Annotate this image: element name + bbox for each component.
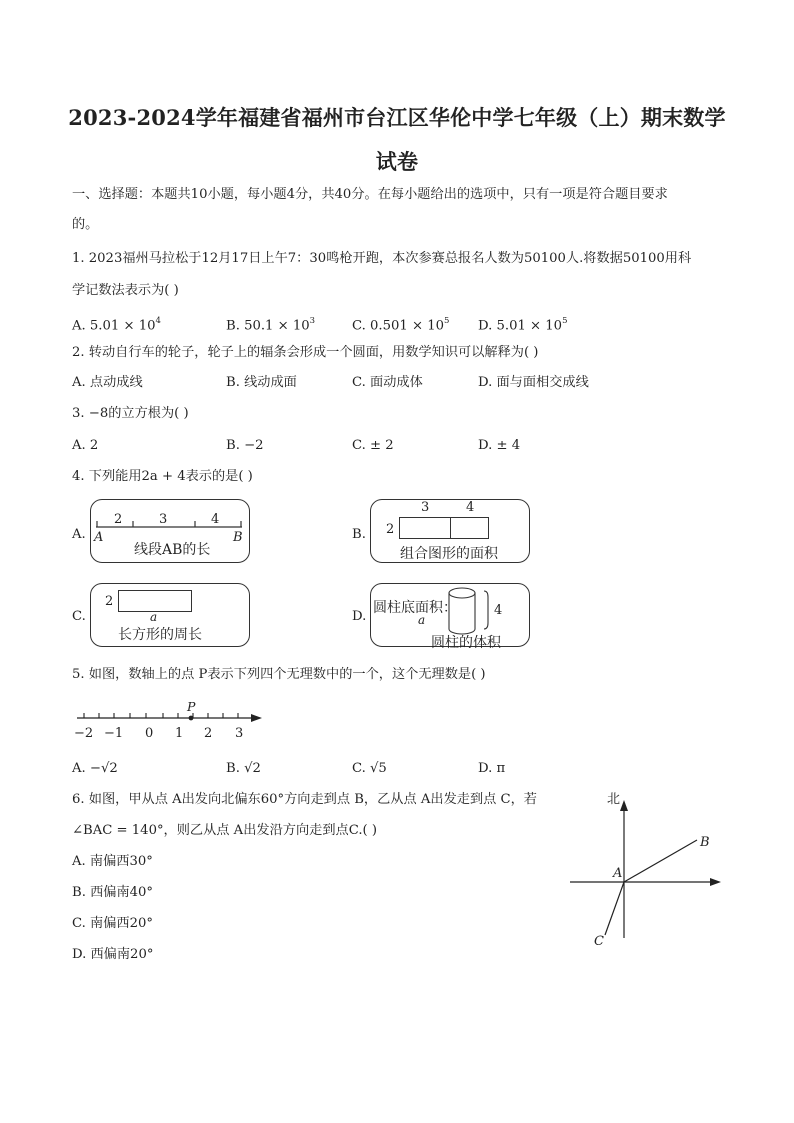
q4a-point-a: A bbox=[94, 530, 104, 545]
q2-option-c[interactable]: C. 面动成体 bbox=[352, 375, 423, 390]
q4d-label-a: a bbox=[418, 613, 426, 627]
q6-point-a: A bbox=[613, 866, 623, 881]
q4-option-a[interactable]: A. bbox=[72, 527, 86, 542]
q6-stem-line2: ∠BAC = 140°，则乙从点 A出发沿方向走到点C.( ) bbox=[72, 823, 377, 838]
q6-option-c[interactable]: C. 南偏西20° bbox=[72, 916, 153, 931]
q4b-caption: 组合图形的面积 bbox=[400, 546, 498, 562]
q5-tick-1: 1 bbox=[175, 726, 184, 741]
q4b-label-3: 3 bbox=[421, 500, 430, 515]
q5-tick-3: 3 bbox=[235, 726, 244, 741]
q3-option-d[interactable]: D. ± 4 bbox=[478, 438, 521, 453]
q6-point-b: B bbox=[700, 835, 710, 850]
q6-point-c: C bbox=[594, 934, 604, 949]
q5-option-b[interactable]: B. √2 bbox=[226, 761, 261, 776]
q2-stem: 2. 转动自行车的轮子，轮子上的辐条会形成一个圆面，用数学知识可以解释为( ) bbox=[72, 345, 539, 360]
q3-stem: 3. −8的立方根为( ) bbox=[72, 406, 189, 421]
q2-option-b[interactable]: B. 线动成面 bbox=[226, 375, 297, 390]
q6-option-a[interactable]: A. 南偏西30° bbox=[72, 854, 153, 869]
q6-option-d[interactable]: D. 西偏南20° bbox=[72, 947, 154, 962]
q5-tick-m2: −2 bbox=[74, 726, 94, 741]
q4b-label-4: 4 bbox=[466, 500, 475, 515]
q1-stem-line2: 学记数法表示为( ) bbox=[72, 283, 179, 298]
q4a-point-b: B bbox=[233, 530, 243, 545]
q3-option-c[interactable]: C. ± 2 bbox=[352, 438, 394, 453]
q5-tick-0: 0 bbox=[145, 726, 154, 741]
q1-option-d[interactable]: D. $5.01 \times 10^5$ bbox=[478, 316, 568, 334]
q4a-label-4: 4 bbox=[211, 512, 220, 527]
q5-tick-2: 2 bbox=[204, 726, 213, 741]
q5-tick-m1: −1 bbox=[104, 726, 124, 741]
q4-option-d[interactable]: D. bbox=[352, 609, 367, 624]
q4a-label-3: 3 bbox=[159, 512, 168, 527]
q5-point-p-label: P bbox=[187, 699, 196, 714]
q1-option-b[interactable]: B. $50.1 \times 10^3$ bbox=[226, 316, 316, 334]
q6-north-label: 北 bbox=[607, 792, 621, 807]
q4a-label-2: 2 bbox=[114, 512, 123, 527]
q4-option-b[interactable]: B. bbox=[352, 527, 366, 542]
q4-stem: 4. 下列能用2a + 4表示的是( ) bbox=[72, 469, 253, 484]
section-header-line2: 的。 bbox=[72, 217, 99, 232]
q2-option-a[interactable]: A. 点动成线 bbox=[72, 375, 143, 390]
q2-option-d[interactable]: D. 面与面相交成线 bbox=[478, 375, 589, 390]
q4c-label-2: 2 bbox=[105, 594, 114, 609]
q4b-label-2: 2 bbox=[386, 522, 395, 537]
q5-option-a[interactable]: A. −√2 bbox=[72, 761, 118, 776]
q5-option-c[interactable]: C. √5 bbox=[352, 761, 387, 776]
page-title-line2: 试卷 bbox=[375, 149, 419, 174]
q4c-caption: 长方形的周长 bbox=[118, 627, 202, 643]
q1-option-a[interactable]: A. $5.01 \times 10^4$ bbox=[72, 316, 161, 334]
section-header: 一、选择题：本题共10小题，每小题4分，共40分。在每小题给出的选项中，只有一项是符合题目要求 bbox=[72, 187, 668, 202]
q4a-caption: 线段AB的长 bbox=[134, 542, 211, 558]
q4d-caption-top: 圆柱底面积： bbox=[373, 600, 457, 616]
q4c-label-a: a bbox=[150, 610, 158, 624]
q4d-label-4: 4 bbox=[494, 603, 503, 618]
q5-option-d[interactable]: D. π bbox=[478, 761, 506, 776]
q1-stem: 1. 2023福州马拉松于12月17日上午7：30鸣枪开跑，本次参赛总报名人数为50100人.将数据50100用科 bbox=[72, 251, 692, 266]
q5-stem: 5. 如图，数轴上的点 P表示下列四个无理数中的一个，这个无理数是( ) bbox=[72, 667, 486, 682]
page-title: 2023-2024学年福建省福州市台江区华伦中学七年级（上）期末数学 bbox=[68, 105, 726, 130]
q1-option-c[interactable]: C. $0.501 \times 10^5$ bbox=[352, 316, 450, 334]
q6-stem: 6. 如图，甲从点 A出发向北偏东60°方向走到点 B，乙从点 A出发走到点 C，若 bbox=[72, 792, 537, 807]
q6-option-b[interactable]: B. 西偏南40° bbox=[72, 885, 154, 900]
q3-option-b[interactable]: B. −2 bbox=[226, 438, 264, 453]
q4d-caption-bottom: 圆柱的体积 bbox=[431, 635, 501, 651]
q3-option-a[interactable]: A. 2 bbox=[72, 438, 99, 453]
q4-option-c[interactable]: C. bbox=[72, 609, 86, 624]
